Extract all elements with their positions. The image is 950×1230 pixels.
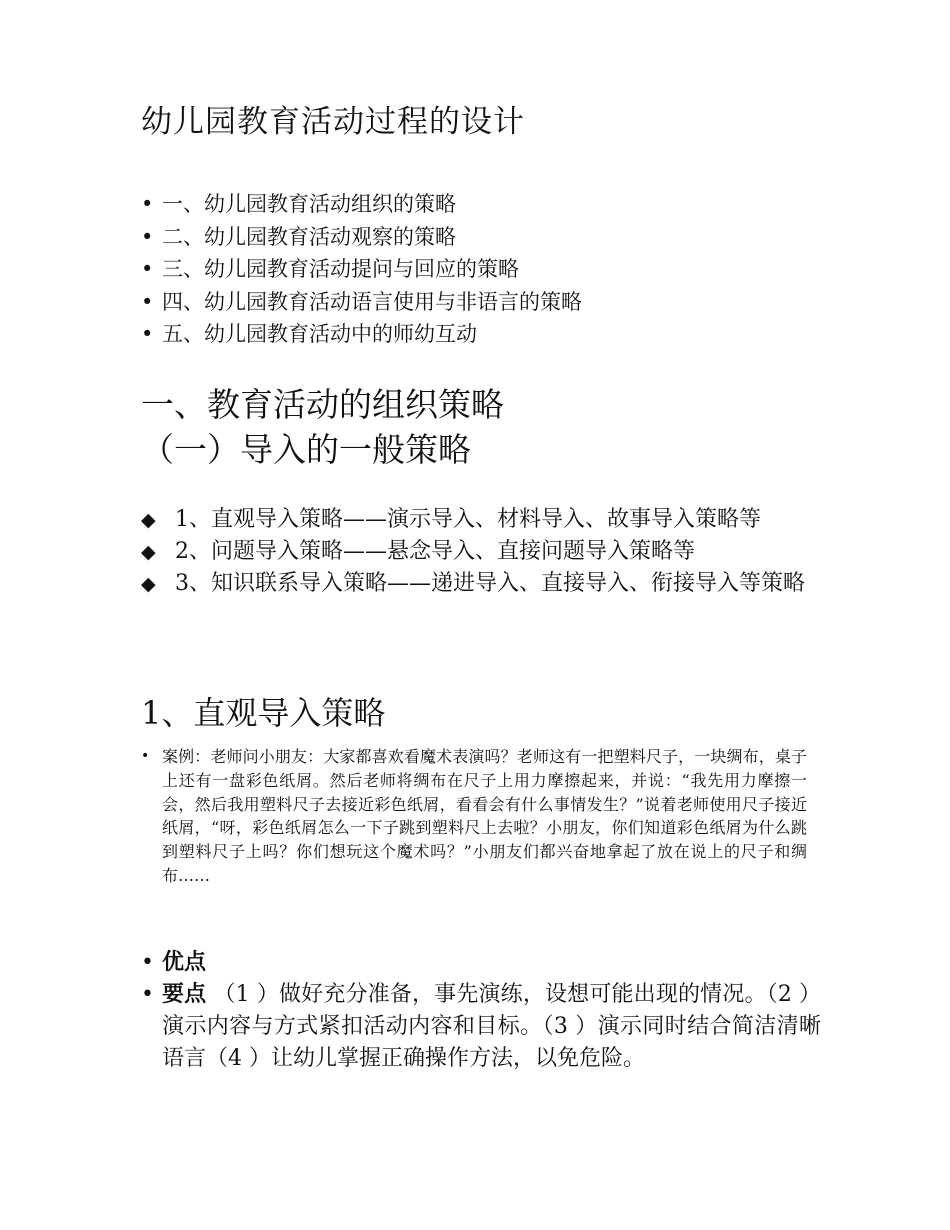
bullet-icon: • (141, 192, 154, 216)
key-points-body (162, 979, 821, 1075)
toc-item (141, 318, 821, 351)
advantages-label: 优点 (162, 950, 207, 975)
strategy-item (141, 536, 821, 568)
strategy-text: 2、问题导入策略——悬念导入、直接问题导入策略等 (175, 539, 695, 564)
toc-item (141, 253, 821, 286)
bullet-icon: • (141, 322, 154, 346)
toc-item (141, 221, 821, 254)
section-heading: 一、教育活动的组织策略 (141, 385, 504, 424)
key-points-item (141, 979, 821, 1075)
bullet-icon: • (141, 224, 154, 249)
strategy-item (141, 568, 821, 600)
table-of-contents (141, 188, 821, 351)
key-points-text: （1 ）做好充分准备，事先演练，设想可能出现的情况。（2 ）演示内容与方式紧扣活动内容和目标。（3 ）演示同时结合简洁清晰语言（4 ）让幼儿掌握正确操作方法，以免危险。 (162, 982, 821, 1071)
case-text: 老师问小朋友：大家都喜欢看魔术表演吗？老师这有一把塑料尺子，一块绸布，桌子上还有一盘彩色纸屑。然后老师将绸布在尺子上用力摩擦起来，并说：“我先用力摩擦一会，然后我用塑料尺子去接近彩色纸屑，看看会有什么事情发生？”说着老师使用尺子接近纸屑，“呀，彩色纸屑怎么一下子跳到塑料尺上去啦？小朋友，你们知道彩色纸屑为什么跳到塑料尺子上吗？你们想玩这个魔术吗？”小朋友们都兴奋地拿起了放在说上的尺子和绸布…… (162, 747, 807, 885)
toc-item (141, 286, 821, 319)
bullet-icon: • (141, 257, 154, 281)
toc-item-text: 三、幼儿园教育活动提问与回应的策略 (162, 257, 519, 281)
bullet-icon: • (141, 950, 154, 975)
diamond-bullet-icon: ◆ (141, 573, 156, 595)
toc-item-text: 四、幼儿园教育活动语言使用与非语言的策略 (162, 289, 582, 314)
toc-item-text: 五、幼儿园教育活动中的师幼互动 (162, 322, 477, 346)
strategy-text: 3、知识联系导入策略——递进导入、直接导入、衔接导入等策略 (175, 571, 805, 596)
case-body (162, 745, 807, 888)
case-label: 案例： (162, 747, 211, 766)
advantages-list (141, 947, 821, 1075)
strategy-list (141, 504, 821, 600)
bullet-icon: • (141, 748, 150, 764)
strategy-text: 1、直观导入策略——演示导入、材料导入、故事导入策略等 (175, 507, 761, 532)
advantages-item (141, 947, 821, 979)
subheading-intuitive-strategy: 1、直观导入策略 (141, 694, 386, 732)
case-example (141, 745, 811, 888)
diamond-bullet-icon: ◆ (141, 509, 156, 531)
subsection-heading: （一）导入的一般策略 (141, 430, 471, 469)
toc-item-text: 一、幼儿园教育活动组织的策略 (162, 192, 456, 216)
document-title: 幼儿园教育活动过程的设计 (141, 104, 525, 140)
key-points-label: 要点 (162, 982, 207, 1007)
strategy-item (141, 504, 821, 536)
bullet-icon: • (141, 289, 154, 314)
toc-item (141, 188, 821, 221)
toc-item-text: 二、幼儿园教育活动观察的策略 (162, 224, 456, 249)
bullet-icon: • (141, 982, 154, 1007)
diamond-bullet-icon: ◆ (141, 541, 156, 563)
